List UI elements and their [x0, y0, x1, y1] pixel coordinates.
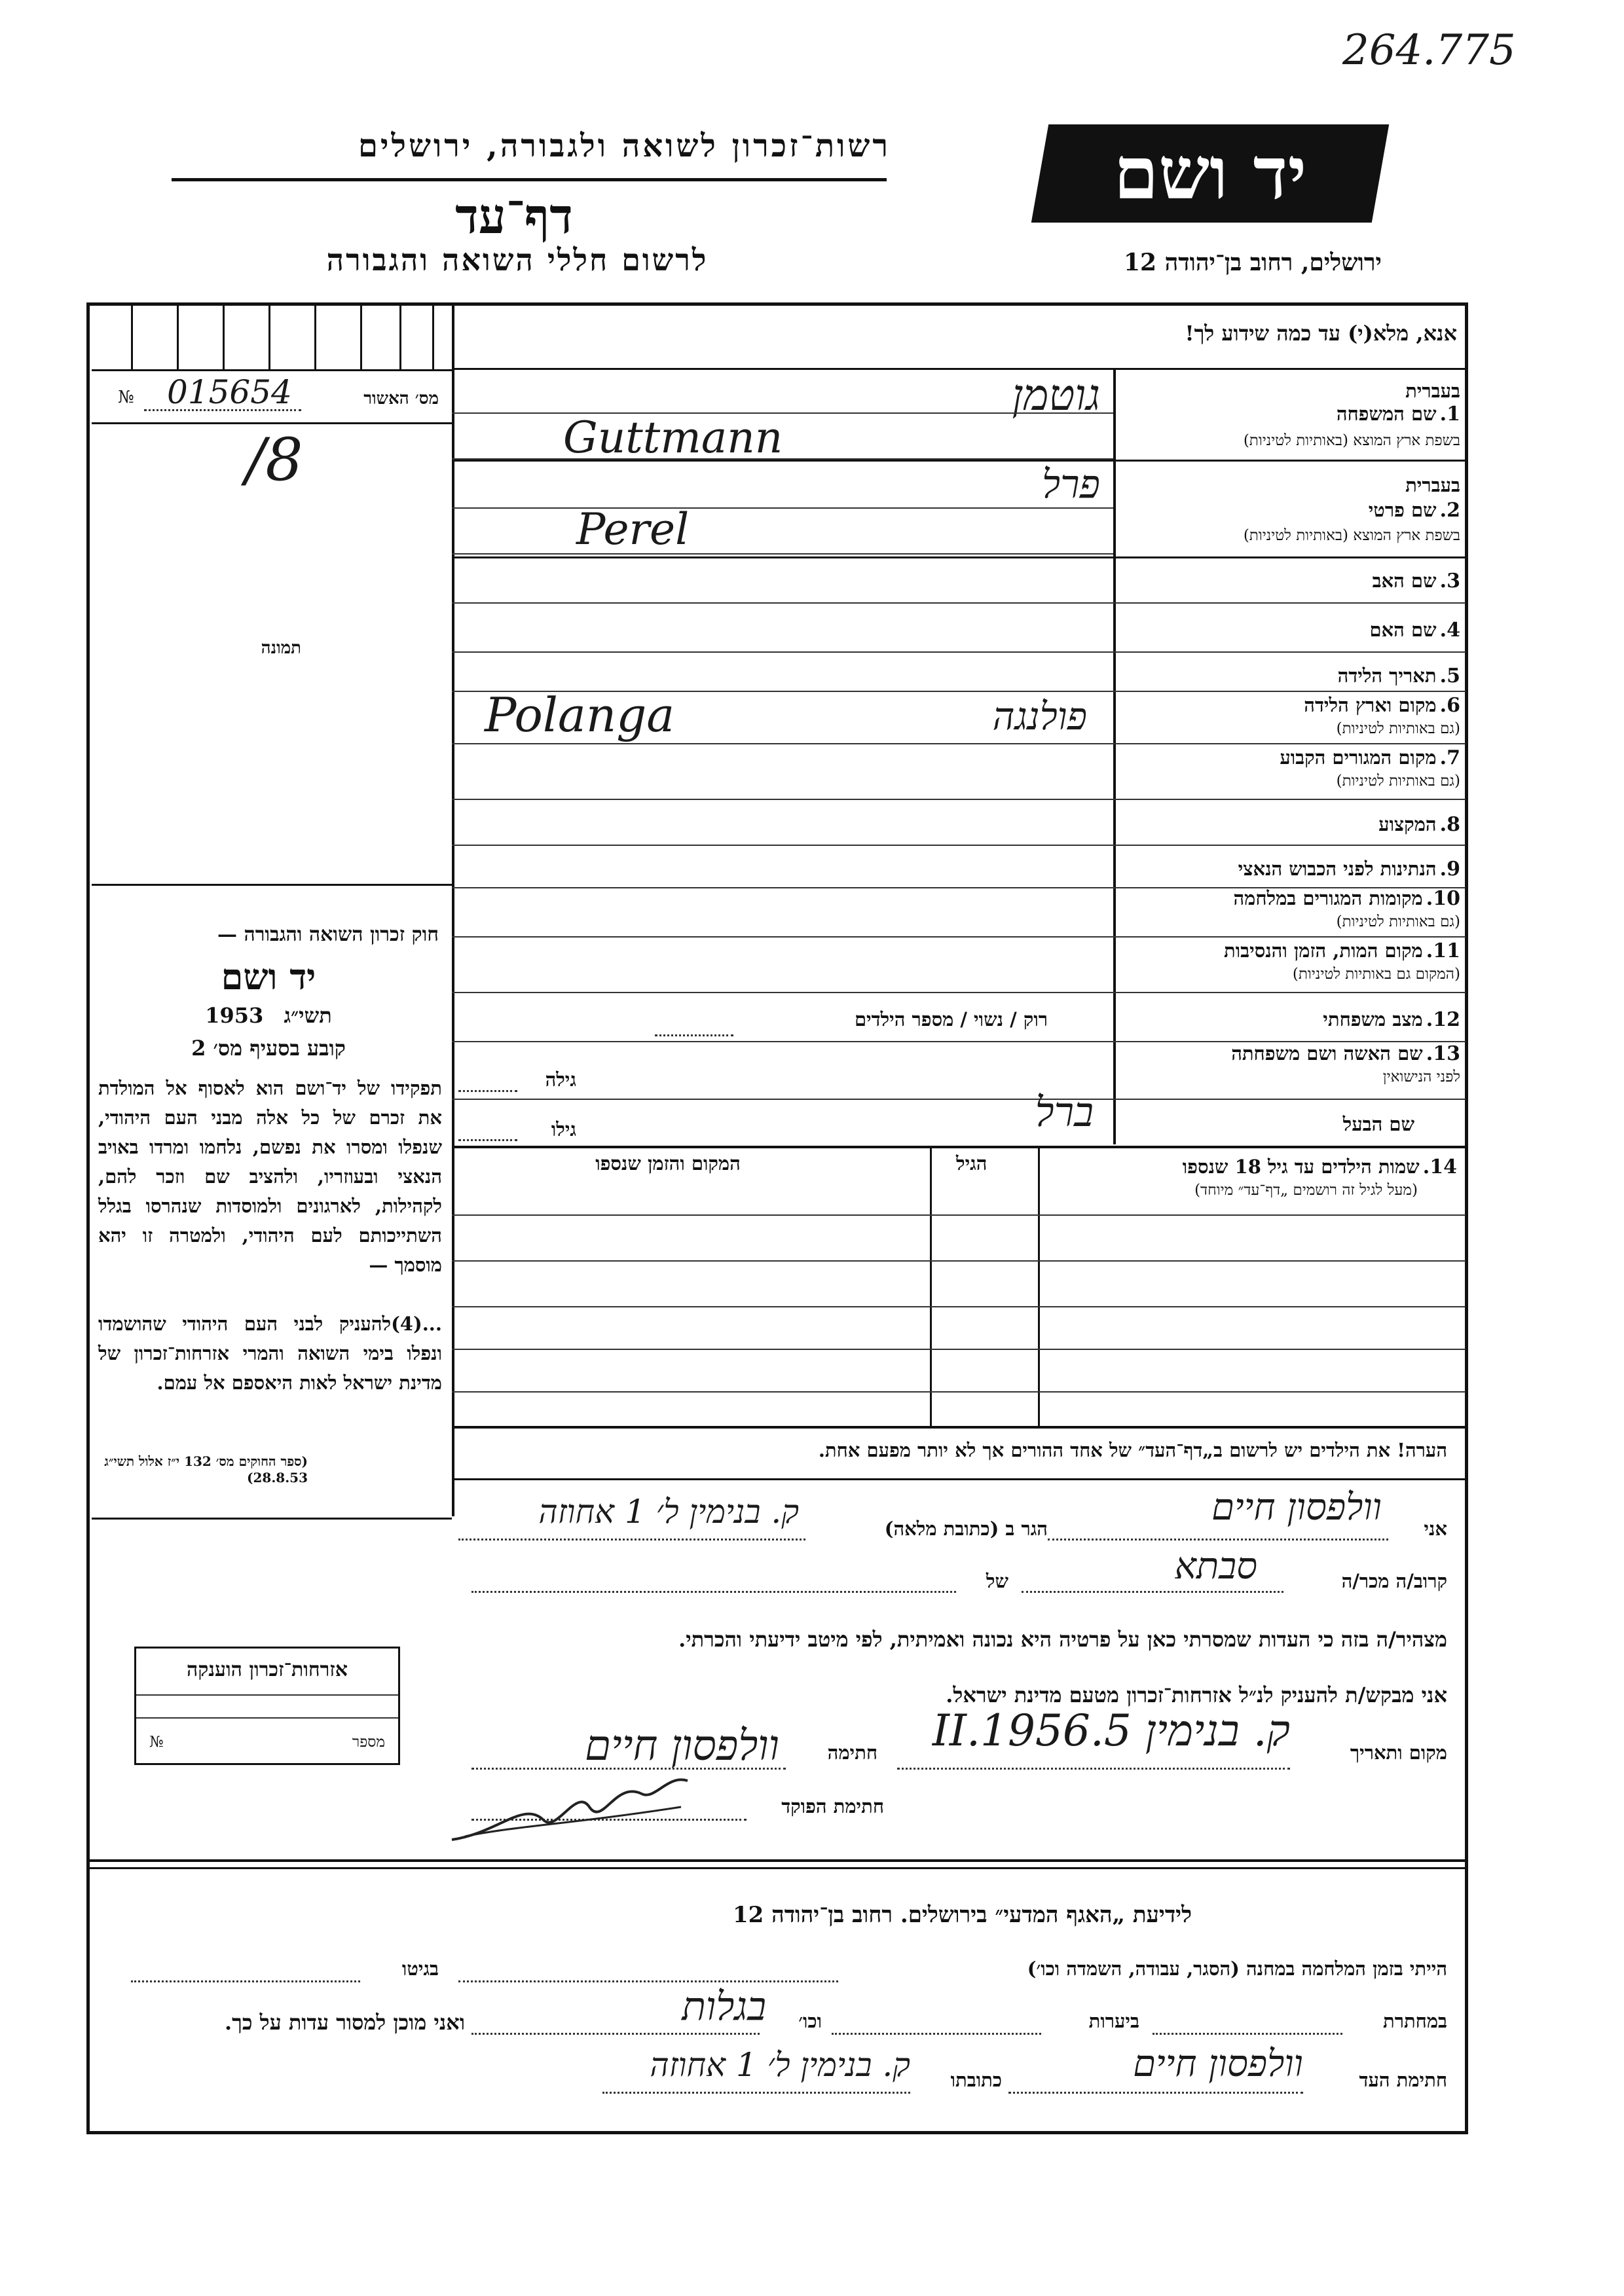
children-col-place: המקום והזמן שנספו	[595, 1152, 741, 1175]
place-date-value[interactable]: ק. בנימין 5.II.1956	[932, 1705, 1290, 1756]
field-note: לפני הנישואין	[1382, 1068, 1460, 1085]
footer-partisans: במחתרת	[1383, 2010, 1447, 2032]
field-number: 4.	[1439, 619, 1460, 642]
field-number: 13.	[1426, 1042, 1460, 1065]
citizenship-box	[134, 1647, 400, 1765]
field-label: בעברית	[1405, 474, 1460, 496]
registration-label: מס׳ האשור	[363, 389, 439, 409]
page-title: דף־עד	[455, 189, 573, 245]
children-col-age: הגיל	[956, 1152, 987, 1175]
declarant-name[interactable]: וולפסון חיים	[1211, 1486, 1382, 1529]
wife-age-label: גילה	[545, 1068, 576, 1091]
archive-number: 264.775	[1342, 26, 1516, 75]
footer-address-value[interactable]: ק. בנימין ל׳ 1 אחוזה	[650, 2046, 910, 2084]
top-boxes	[92, 305, 452, 369]
field-number: 5.	[1439, 665, 1460, 687]
footer-ready: ואני מוכן למסור עדות על כך.	[224, 2010, 465, 2035]
field-label: מקום המגורים הקבוע	[1280, 746, 1437, 769]
field-number: 1.	[1439, 403, 1460, 426]
declaration-text: מצהיר/ה בזה כי העדות שמסרתי כאן על פרטיה היא נכונה ואמיתית, לפי מיטב ידיעתי והכרתי.	[678, 1627, 1447, 1652]
declarant-shel: של	[986, 1570, 1008, 1592]
field-label: הנתינות לפני הכבוש הנאצי	[1238, 858, 1437, 880]
declarant-residing: הגר ב (כתובת מלאה)	[884, 1518, 1048, 1540]
marital-status-options[interactable]: רוק / נשוי / מספר הילדים	[854, 1008, 1048, 1030]
yad-vashem-logo: יד ושם	[1031, 124, 1389, 223]
field-label: שם המשפחה	[1336, 403, 1437, 425]
law-year	[98, 1003, 439, 1028]
registration-mark: /8	[246, 426, 303, 494]
law-year-heb: תשי״ג	[284, 1003, 332, 1028]
field-label: שם האב	[1372, 570, 1437, 592]
field-label: שם האם	[1369, 619, 1437, 641]
law-name: יד ושם	[221, 956, 316, 998]
field-number: 2.	[1439, 499, 1460, 522]
place-date-label: מקום ותאריך	[1350, 1741, 1447, 1764]
declarant-relative: קרוב/ה מכר/ה	[1341, 1570, 1447, 1592]
field-number: 12.	[1426, 1008, 1460, 1031]
citizenship-number-prefix: №	[149, 1734, 164, 1751]
field-note: (גם באותיות לטיניות)	[1336, 913, 1460, 930]
field-father-name	[1120, 570, 1460, 592]
declarant-relation[interactable]: סבתא	[1174, 1545, 1257, 1588]
field-note: (המקום גם באותיות לטיניות)	[1292, 966, 1460, 983]
children-label: שמות הילדים עד גיל 18 שנספו	[1182, 1156, 1420, 1178]
citizenship-number-label: מספר	[352, 1734, 385, 1751]
field-note: בשפת ארץ המוצא (באותיות לטיניות)	[1243, 527, 1460, 544]
footer-etc: וכו׳	[798, 2010, 822, 2032]
footer-witness-value[interactable]: וולפסון חיים	[1133, 2043, 1303, 2085]
field-number: 6.	[1439, 694, 1460, 717]
request-text: אני מבקש/ת להעניק לנ״ל אזרחות־זכרון מטעם מדינת ישראל.	[946, 1683, 1447, 1707]
law-body-2: ...(4)להעניק לבני העם היהודי שהושמדו ונפלו בימי השואה והמרי אזרחות־זכרון של מדינת ישראל לאות היאספם אל עמם.	[98, 1313, 442, 1394]
footer-title: לידיעת „האגף המדעי״ בירושלים. רחוב בן־יהודה 12	[732, 1902, 1192, 1928]
field-number: 9.	[1439, 858, 1460, 881]
field-value-latin[interactable]: Guttmann	[563, 412, 783, 463]
field-value-hebrew[interactable]: פרל	[1042, 462, 1100, 507]
field-value-latin[interactable]: Perel	[576, 504, 690, 555]
field-note: (גם באותיות לטיניות)	[1336, 720, 1460, 737]
citizenship-title: אזרחות־זכרון הוענקה	[186, 1658, 348, 1681]
field-mother-name	[1120, 619, 1460, 642]
field-label: מקומות המגורים במלחמה	[1233, 887, 1423, 909]
field-label: מקום וארץ הלידה	[1304, 694, 1437, 716]
footer-witness-label: חתימת העד	[1359, 2069, 1447, 2091]
field-number: 10.	[1426, 887, 1460, 910]
field-label: תאריך הלידה	[1337, 665, 1437, 687]
footer-ghetto: בגיטו	[401, 1958, 439, 1980]
field-value-latin[interactable]: Polanga	[485, 687, 675, 742]
children-note: (מעל לגיל זה רושמים „דף־עד״ מיוחד)	[1194, 1182, 1418, 1199]
field-label: שם האשה ושם משפחתה	[1231, 1042, 1423, 1065]
organization-line: רשות־זכרון לשואה ולגבורה, ירושלים	[358, 128, 891, 164]
footer-address-label: כתובתו	[950, 2069, 1002, 2091]
field-birth-date	[1120, 665, 1460, 687]
photo-label: תמונה	[261, 638, 301, 658]
children-note-remark: הערה! את הילדים יש לרשום ב„דף־העד״ של אחד ההורים אך לא יותר מפעם אחת.	[818, 1439, 1447, 1461]
field-number: 7.	[1439, 746, 1460, 769]
footer-camp-line: הייתי בזמן המלחמה במחנה (הסגר, עבודה, השמדה וכו׳)	[1027, 1958, 1447, 1980]
field-label: שם פרטי	[1368, 499, 1437, 521]
field-note: בשפת ארץ המוצא (באותיות לטיניות)	[1243, 432, 1460, 449]
declarant-ani: אני	[1424, 1518, 1447, 1540]
field-nationality	[1120, 858, 1460, 881]
footer-etc-value[interactable]: בגלות	[682, 1984, 766, 2030]
field-number: 3.	[1439, 570, 1460, 592]
officer-label: חתימת הפוקד	[781, 1795, 884, 1817]
field-value-hebrew[interactable]: גוטמן	[1012, 370, 1100, 420]
field-label: מקום המות, הזמן והנסיבות	[1224, 939, 1423, 962]
husband-age-label: גילו	[551, 1118, 576, 1140]
field-value-hebrew[interactable]: פולנגה	[992, 694, 1087, 738]
field-label: מצב משפחתי	[1323, 1008, 1423, 1030]
children-number: 14.	[1422, 1156, 1457, 1178]
officer-signature	[445, 1761, 694, 1846]
law-clause: קובע בסעיף מס׳ 2	[191, 1036, 346, 1061]
field-profession	[1120, 813, 1460, 836]
law-title: חוק זכרון השואה והגבורה —	[217, 923, 439, 946]
registration-number: 015654	[167, 373, 292, 411]
field-label: בעברית	[1405, 380, 1460, 402]
header-address: ירושלים, רחוב בן־יהודה 12	[1123, 249, 1382, 276]
registration-prefix: №	[118, 388, 134, 407]
footer-forests: ביערות	[1088, 2010, 1139, 2032]
page-subtitle: לרשום חללי השואה והגבורה	[326, 242, 709, 278]
signature-label: חתימה	[827, 1741, 877, 1764]
husband-value[interactable]: ברל	[1035, 1088, 1094, 1136]
signature-value[interactable]: וולפסון חיים	[584, 1722, 779, 1770]
declarant-address[interactable]: ק. בנימין ל׳ 1 אחוזה	[538, 1493, 799, 1531]
field-note: (גם באותיות לטיניות)	[1336, 773, 1460, 790]
field-label: שם הבעל	[1342, 1113, 1414, 1135]
field-label: המקצוע	[1378, 813, 1437, 835]
law-year-greg: 1953	[205, 1003, 264, 1028]
field-number: 11.	[1426, 939, 1460, 962]
law-body: תפקידו של יד־ושם הוא לאסוף אל המולדת את זכרם של כל אלה מבני העם היהודי, שנפלו ומסרו את נפשם, נלחמו ומרדו באויב הנאצי ובעוזריו, ולהציב שם וזכר להם, לקהילות, לארגונים ולמוסדות שנהרסו בגלל השתייכותם לעם היהודי, ולמטרה זו יהא מוסמך —	[98, 1077, 442, 1276]
law-reference: (ספר החוקים מס׳ 132 י״ז אלול תשי״ג 28.8.53)	[104, 1453, 308, 1485]
instruction: אנא, מלא(י) עד כמה שידוע לך!	[1185, 321, 1457, 346]
field-number: 8.	[1439, 813, 1460, 836]
